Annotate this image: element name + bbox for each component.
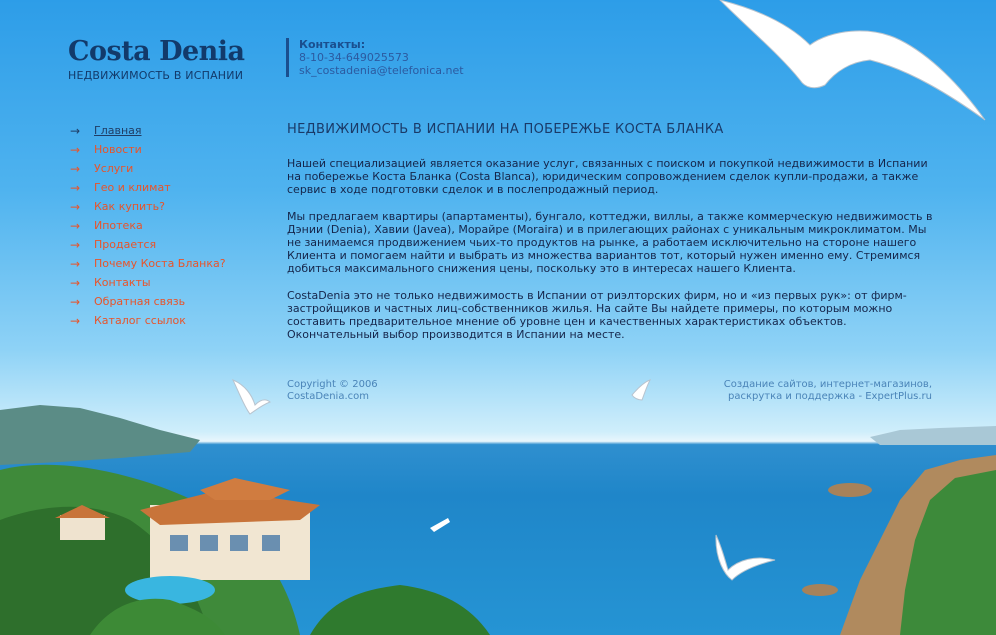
arrow-right-icon: → [70, 313, 81, 328]
seagull-small-left [233, 380, 270, 414]
arrow-right-icon: → [70, 237, 81, 252]
arrow-right-icon: → [70, 123, 81, 138]
nav-link-geo-climate[interactable]: Гео и климат [94, 181, 171, 194]
nav-link-why-costa-blanca[interactable]: Почему Коста Бланка? [94, 257, 226, 270]
credit-text-1[interactable]: Создание сайтов, интернет-магазинов, [723, 379, 932, 390]
contacts-block [286, 38, 464, 77]
arrow-right-icon: → [70, 180, 81, 195]
nav-item-contacts[interactable] [70, 273, 226, 292]
credit-text-2[interactable]: раскрутка и поддержка - ExpertPlus.ru [727, 391, 932, 402]
arrow-right-icon: → [70, 294, 81, 309]
nav-link-news[interactable]: Новости [94, 143, 142, 156]
copyright-text: Copyright © 2006 [287, 379, 378, 390]
footer-copyright [287, 379, 378, 403]
content-paragraph: CostaDenia это не только недвижимость в Испании от риэлторских фирм, но и «из первых рук»: от фирм-застройщиков и частных лиц-собственников жилья. На сайте Вы найдете примеры, по которым можно составить предварительное мнение об уровне цен и качественных характеристиках объектов. Окончательный выбор производится в Испании на месте. [287, 289, 907, 341]
copyright-site[interactable]: CostaDenia.com [287, 391, 369, 402]
nav-item-services[interactable] [70, 159, 226, 178]
left-greenery [0, 465, 300, 635]
nav-item-link-catalog[interactable] [70, 311, 226, 330]
villa-illustration [55, 478, 320, 604]
site-logo[interactable] [68, 36, 245, 82]
nav-link-home[interactable]: Главная [94, 124, 142, 137]
logo-subtitle: НЕДВИЖИМОСТЬ В ИСПАНИИ [68, 69, 244, 82]
arrow-right-icon: → [70, 199, 81, 214]
left-cliff-hills [0, 405, 200, 465]
main-navigation [70, 121, 226, 330]
arrow-right-icon: → [70, 275, 81, 290]
nav-item-why-costa-blanca[interactable] [70, 254, 226, 273]
nav-item-home[interactable] [70, 121, 226, 140]
arrow-right-icon: → [70, 142, 81, 157]
nav-item-feedback[interactable] [70, 292, 226, 311]
boat [430, 518, 450, 532]
seagull-small-center [632, 380, 650, 400]
arrow-right-icon: → [70, 256, 81, 271]
content-paragraph: Мы предлагаем квартиры (апартаменты), бунгало, коттеджи, виллы, а также коммерческую недвижимость в Дэнии (Denia), Хавии (Javea), Морайре (Moraira) и в прилегающих районах с уникальным микроклиматом. Мы не занимаемся продвижением чьих-то продуктов на рынке, а работаем исключительно на стороне нашего Клиента и помогаем найти и выбрать из множества вариантов тот, который нужен именно ему. Стремимся добиться максимального снижения цены, поскольку это в интересах нашего Клиента. [287, 210, 933, 275]
seagull-lower [716, 535, 775, 580]
nav-item-how-to-buy[interactable] [70, 197, 226, 216]
nav-item-mortgage[interactable] [70, 216, 226, 235]
palm-foliage [90, 585, 490, 635]
nav-item-geo-climate[interactable] [70, 178, 226, 197]
arrow-right-icon: → [70, 218, 81, 233]
nav-link-for-sale[interactable]: Продается [94, 238, 157, 251]
arrow-right-icon: → [70, 161, 81, 176]
nav-link-feedback[interactable]: Обратная связь [94, 295, 186, 308]
main-content [287, 122, 935, 355]
logo-title: Costa Denia [68, 36, 245, 67]
content-paragraph: Нашей специализацией является оказание услуг, связанных с поиском и покупкой недвижимости в Испании на побережье Коста Бланка (Costa Blanca), юридическим сопровождением сделок купли-продажи, а также сервис в ходе подготовки сделок и в послепродажный период. [287, 157, 928, 196]
nav-item-for-sale[interactable] [70, 235, 226, 254]
nav-link-services[interactable]: Услуги [94, 162, 134, 175]
contacts-label: Контакты: [299, 38, 366, 51]
footer-credit [724, 379, 932, 403]
nav-link-contacts[interactable]: Контакты [94, 276, 151, 289]
contacts-phone: 8-10-34-649025573 [299, 51, 409, 64]
seagull-large [720, 0, 985, 120]
nav-link-mortgage[interactable]: Ипотека [94, 219, 143, 232]
contacts-email[interactable]: sk_costadenia@telefonica.net [299, 64, 464, 77]
nav-link-link-catalog[interactable]: Каталог ссылок [94, 314, 186, 327]
nav-link-how-to-buy[interactable]: Как купить? [94, 200, 165, 213]
right-far-coast [870, 426, 996, 445]
right-cliffs [840, 455, 996, 635]
page-title: НЕДВИЖИМОСТЬ В ИСПАНИИ НА ПОБЕРЕЖЬЕ КОСТА БЛАНКА [287, 122, 724, 137]
nav-item-news[interactable] [70, 140, 226, 159]
